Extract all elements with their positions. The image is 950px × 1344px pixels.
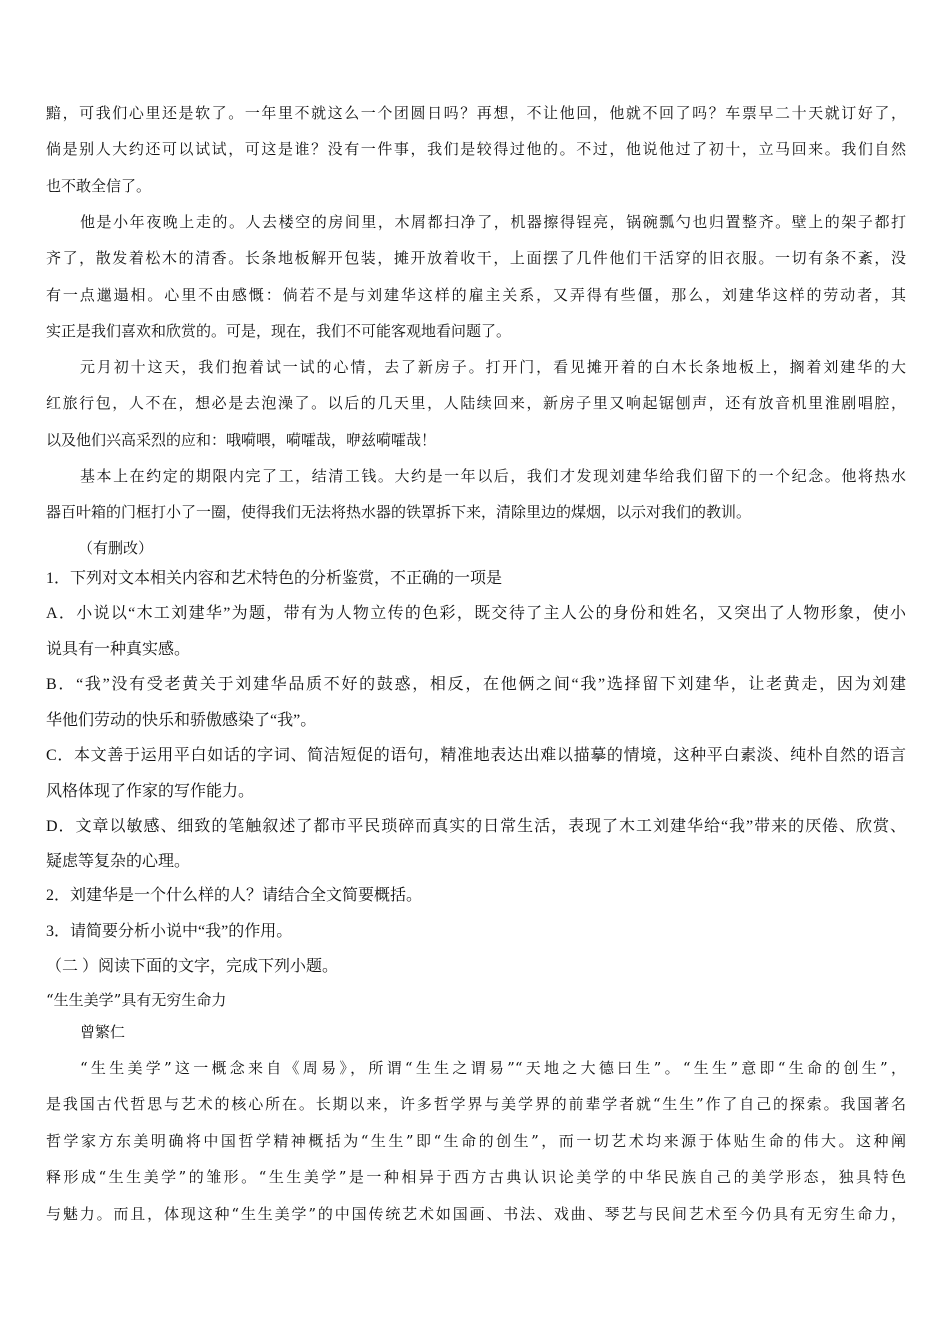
- article-title: “生生美学”具有无穷生命力: [46, 991, 227, 1009]
- article-paragraph-1-line-2: 是我国古代哲思与艺术的核心所在。长期以来，许多哲学界与美学界的前辈学者就“生生”作了自己的探索。我国著名: [46, 1095, 906, 1113]
- question-2: 2．刘建华是一个什么样的人？请结合全文简要概括。: [46, 887, 423, 904]
- story-paragraph-3-line-3: 以及他们兴高采烈的应和：哦嗬喂，嗬嚯哉，咿兹嗬嚯哉！: [46, 431, 437, 449]
- option-c-line-2: 风格体现了作家的写作能力。: [46, 783, 255, 800]
- option-c-line-1: C．本文善于运用平白如话的字词、简洁短促的语句，精准地表达出难以描摹的情境，这种平白素淡、纯朴自然的语言: [46, 747, 906, 764]
- question-3: 3．请简要分析小说中“我”的作用。: [46, 923, 293, 940]
- story-paragraph-1-line-1: 黯，可我们心里还是软了。一年里不就这么一个团圆日吗？再想，不让他回，他就不回了吗？车票早二十天就订好了，: [46, 104, 906, 122]
- option-b-line-1: B．“我”没有受老黄关于刘建华品质不好的鼓惑，相反，在他俩之间“我”选择留下刘建华，让老黄走，因为刘建: [46, 676, 906, 693]
- option-d-line-2: 疑虑等复杂的心理。: [46, 853, 191, 870]
- abridged-note: （有删改）: [78, 539, 154, 557]
- option-d-line-1: D．文章以敏感、细致的笔触叙述了都市平民琐碎而真实的日常生活，表现了木工刘建华给“我”带来的厌倦、欣赏、: [46, 818, 906, 835]
- story-paragraph-1-line-3: 也不敢全信了。: [46, 177, 152, 195]
- option-a-line-1: A．小说以“木工刘建华”为题，带有为人物立传的色彩，既交待了主人公的身份和姓名，又突出了人物形象，使小: [46, 605, 906, 622]
- question-1: 1．下列对文本相关内容和艺术特色的分析鉴赏，不正确的一项是: [46, 570, 503, 587]
- story-paragraph-2-line-2: 齐了，散发着松木的清香。长条地板解开包装，摊开放着收干，上面摆了几件他们干活穿的旧衣服。一切有条不紊，没: [46, 249, 906, 267]
- article-author: 曾繁仁: [80, 1023, 126, 1041]
- article-paragraph-1-line-4: 释形成“生生美学”的雏形。“生生美学”是一种相异于西方古典认识论美学的中华民族自己的美学形态，独具特色: [46, 1168, 906, 1186]
- story-paragraph-4-line-2: 器百叶箱的门框打小了一圈，使得我们无法将热水器的铁罩拆下来，清除里边的煤烟，以示对我们的教训。: [46, 503, 752, 521]
- option-a-line-2: 说具有一种真实感。: [46, 641, 191, 658]
- story-paragraph-2-line-1: 他是小年夜晚上走的。人去楼空的房间里，木屑都扫净了，机器擦得锃亮，锅碗瓢勺也归置整齐。壁上的架子都打: [80, 213, 906, 231]
- section-2-heading: （二 ）阅读下面的文字，完成下列小题。: [46, 958, 339, 975]
- option-b-line-2: 华他们劳动的快乐和骄傲感染了“我”。: [46, 712, 317, 729]
- story-paragraph-4-line-1: 基本上在约定的期限内完了工，结清工钱。大约是一年以后，我们才发现刘建华给我们留下的一个纪念。他将热水: [80, 467, 906, 485]
- story-paragraph-3-line-1: 元月初十这天，我们抱着试一试的心情，去了新房子。打开门，看见摊开着的白木长条地板上，搁着刘建华的大: [80, 358, 906, 376]
- story-paragraph-3-line-2: 红旅行包，人不在，想必是去泡澡了。以后的几天里，人陆续回来，新房子里又响起锯刨声，还有放音机里淮剧唱腔，: [46, 394, 906, 412]
- article-paragraph-1-line-3: 哲学家方东美明确将中国哲学精神概括为“生生”即“生命的创生”，而一切艺术均来源于体贴生命的伟大。这种阐: [46, 1132, 906, 1150]
- story-paragraph-1-line-2: 倘是别人大约还可以试试，可这是谁？没有一件事，我们是较得过他的。不过，他说他过了初十，立马回来。我们自然: [46, 140, 906, 158]
- article-paragraph-1-line-5: 与魅力。而且，体现这种“生生美学”的中国传统艺术如国画、书法、戏曲、琴艺与民间艺术至今仍具有无穷生命力，: [46, 1205, 906, 1223]
- story-paragraph-2-line-3: 有一点邋遢相。心里不由感慨：倘若不是与刘建华这样的雇主关系，又弄得有些僵，那么，刘建华这样的劳动者，其: [46, 286, 906, 304]
- story-paragraph-2-line-4: 实正是我们喜欢和欣赏的。可是，现在，我们不可能客观地看问题了。: [46, 322, 512, 340]
- article-paragraph-1-line-1: “生生美学”这一概念来自《周易》，所谓“生生之谓易”“天地之大德曰生”。“生生”意即“生命的创生”，: [80, 1059, 906, 1077]
